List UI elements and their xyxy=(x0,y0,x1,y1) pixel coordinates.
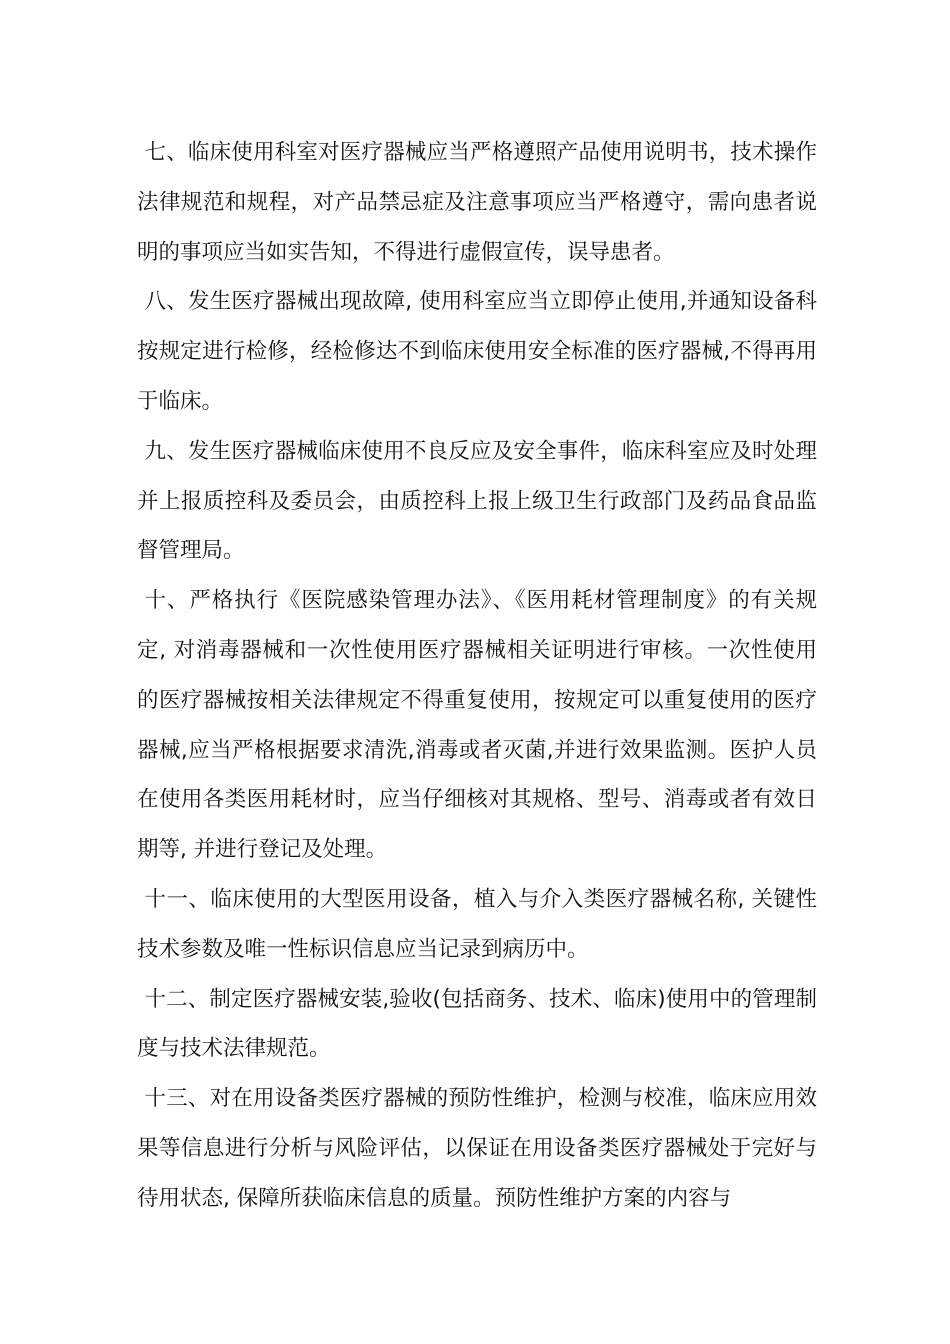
paragraph-7: 七、临床使用科室对医疗器械应当严格遵照产品使用说明书，技术操作法律规范和规程，对产品禁忌症及注意事项应当严格遵守，需向患者说明的事项应当如实告知，不得进行虚假宣传，误导患者。 xyxy=(137,140,817,265)
paragraph-12: 十二、制定医疗器械安装,验收(包括商务、技术、临床)使用中的管理制度与技术法律规范。 xyxy=(137,986,817,1062)
paragraph-9: 九、发生医疗器械临床使用不良反应及安全事件，临床科室应及时处理并上报质控科及委员会，由质控科上报上级卫生行政部门及药品食品监督管理局。 xyxy=(137,438,817,564)
paragraph-8: 八、发生医疗器械出现故障, 使用科室应当立即停止使用,并通知设备科按规定进行检修，经检修达不到临床使用安全标准的医疗器械,不得再用于临床。 xyxy=(137,289,817,414)
paragraph-11: 十一、临床使用的大型医用设备，植入与介入类医疗器械名称, 关键性技术参数及唯一性标识信息应当记录到病历中。 xyxy=(137,886,817,962)
paragraph-10: 十、严格执行《医院感染管理办法》、《医用耗材管理制度》的有关规定, 对消毒器械和一次性使用医疗器械相关证明进行审核。一次性使用的医疗器械按相关法律规定不得重复使用，按规定可以重复使用的医疗器械,应当严格根据要求清洗,消毒或者灭菌,并进行效果监测。医护人员在使用各类医用耗材时，应当仔细核对其规格、型号、消毒或者有效日期等, 并进行登记及处理。 xyxy=(137,588,817,863)
paragraph-13: 十三、对在用设备类医疗器械的预防性维护，检测与校准，临床应用效果等信息进行分析与风险评估，以保证在用设备类医疗器械处于完好与待用状态, 保障所获临床信息的质量。预防性维护方案的内容与 xyxy=(137,1086,817,1211)
document-body xyxy=(137,128,817,1224)
